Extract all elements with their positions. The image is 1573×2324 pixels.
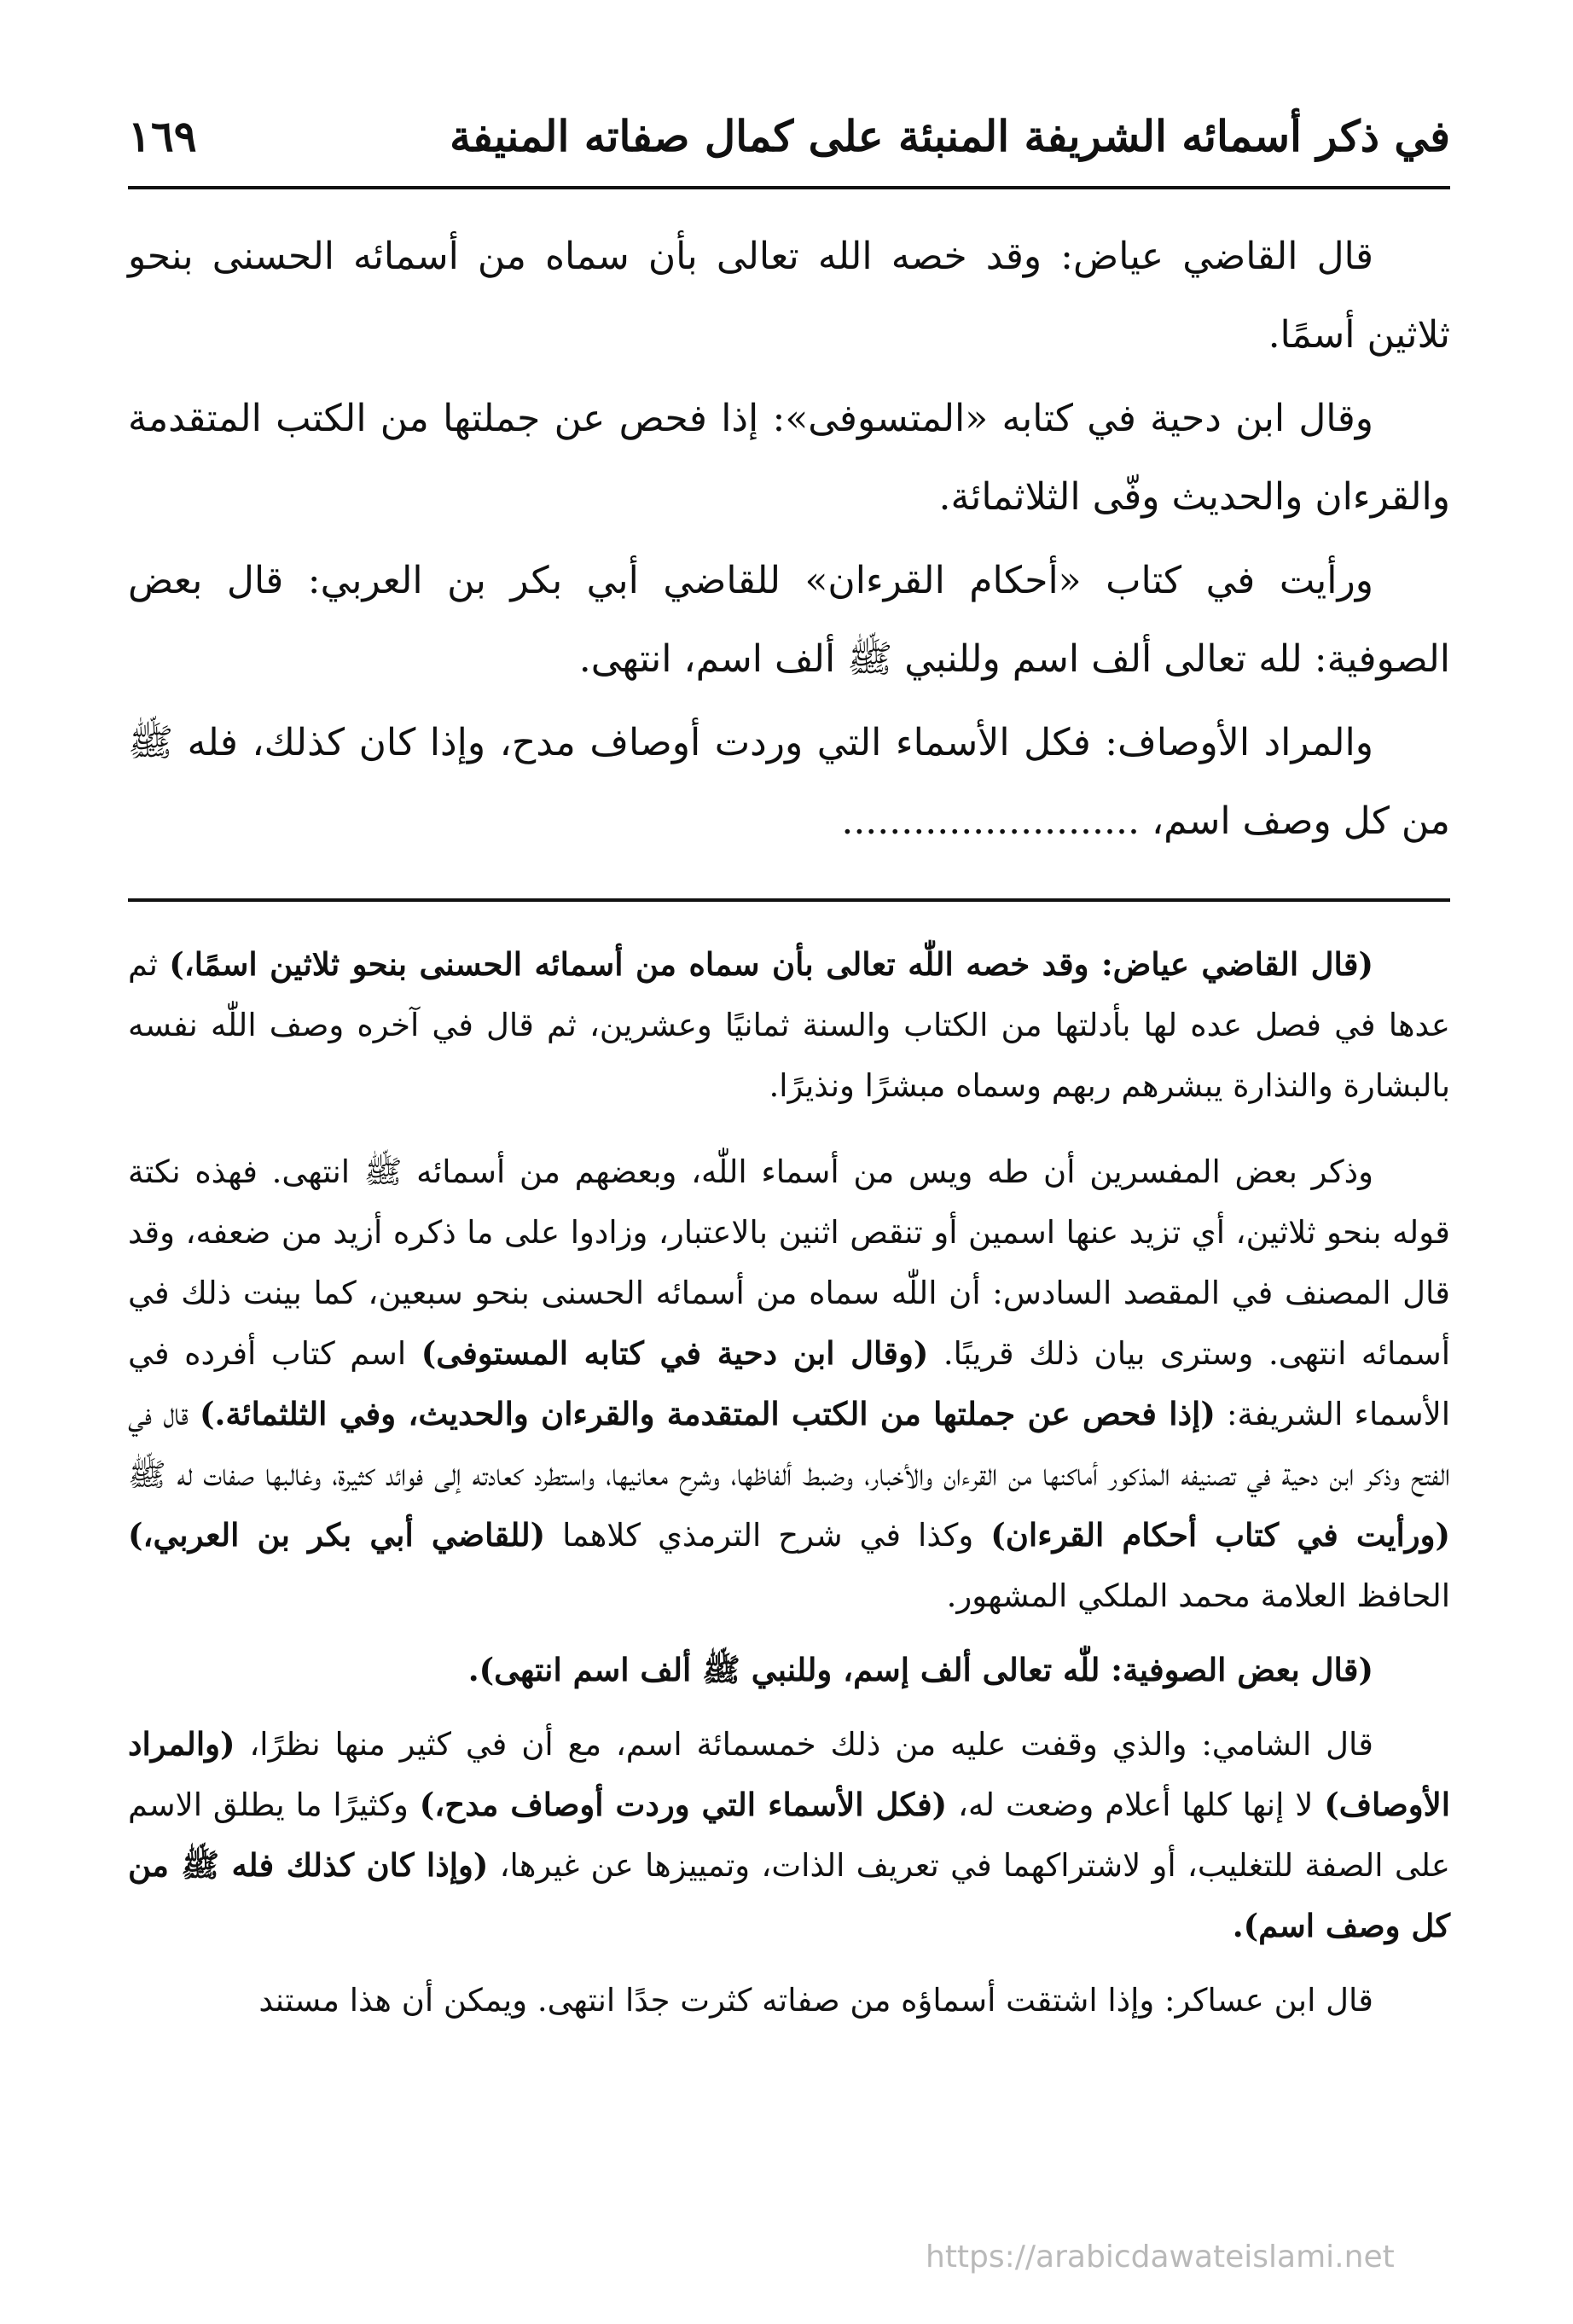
running-title: في ذكر أسمائه الشريفة المنبئة على كمال صفاته المنيفة — [450, 111, 1450, 161]
page-header — [128, 102, 1450, 171]
watermark-url: https://arabicdawateislami.net — [926, 2240, 1395, 2275]
commentary-divider — [128, 898, 1450, 902]
commentary-text-run: اسم كتاب أفرده في الأسماء الشريفة: — [128, 1335, 1451, 1432]
commentary-paragraph — [128, 1640, 1450, 1700]
commentary-paragraph — [128, 1714, 1450, 1956]
main-paragraph: وقال ابن دحية في كتابه «المتسوفى»: إذا فحص عن جملتها من الكتب المتقدمة والقرءان والحديث وفّى الثلاثمائة. — [128, 397, 1450, 519]
main-text — [128, 218, 1450, 861]
quoted-main-text: (قال القاضي عياض: وقد خصه اللّٰه تعالى بأن سماه من أسمائه الحسنى بنحو ثلاثين اسمًا،) — [169, 945, 1373, 983]
commentary-paragraph — [128, 1970, 1450, 2031]
quoted-main-text: (والمراد الأوصاف) — [128, 1725, 1450, 1823]
page-number: ١٦٩ — [128, 111, 197, 161]
commentary-text-run: لا إنها كلها أعلام وضعت له، — [947, 1787, 1325, 1823]
header-divider — [128, 186, 1450, 189]
commentary-text-run: قال في الفتح وذكر ابن دحية في تصنيفه المذكور أماكنها من القرءان والأخبار، وضبط ألفاظها، وشرح معانيها، واستطرد كعادته إلى فوائد كثيرة، وغالبها صفات له ﷺ — [128, 1396, 1450, 1493]
commentary-text-run: وذكر بعض المفسرين أن طه ويس من أسماء اللّٰه، وبعضهم من أسمائه ﷺ انتهى. فهذه نكتة قوله بنحو ثلاثين، أي تزيد عنها اسمين أو تنقص اثنين بالاعتبار، وزادوا على ما ذكره أزيد من ضعفه، وقد قال المصنف في المقصد السادس: أن اللّٰه سماه من أسمائه الحسنى بنحو سبعين، كما بينت ذلك في أسمائه انتهى. وسترى بيان ذلك قريبًا. — [128, 1153, 1450, 1372]
commentary-text-run: وكثيرًا ما يطلق الاسم على الصفة للتغليب، أو لاشتراكهما في تعريف الذات، وتمييزها عن غيرها، — [128, 1787, 1450, 1884]
main-paragraph: ورأيت في كتاب «أحكام القرءان» للقاضي أبي بكر بن العربي: قال بعض الصوفية: لله تعالى ألف اسم وللنبي ﷺ ألف اسم، انتهى. — [128, 559, 1450, 681]
commentary-paragraph — [128, 1142, 1450, 1626]
quoted-main-text: (إذا فحص عن جملتها من الكتب المتقدمة والقرءان والحديث، وفي الثلثمائة.) — [200, 1395, 1216, 1432]
commentary-text-run: قال ابن عساكر: وإذا اشتقت أسماؤه من صفاته كثرت جدًا انتهى. ويمكن أن هذا مستند — [258, 1982, 1373, 2019]
quoted-main-text: (قال بعض الصوفية: للّٰه تعالى ألف إسم، وللنبي ﷺ ألف اسم انتهى). — [467, 1651, 1373, 1688]
commentary-text-run: وكذا في شرح الترمذي كلاهما — [545, 1517, 991, 1554]
commentary-text-run: ثم عدها في فصل عده لها بأدلتها من الكتاب والسنة ثمانيًا وعشرين، ثم قال في آخره وصف اللّٰه نفسه بالبشارة والنذارة يبشرهم ربهم وسماه مبشرًا ونذيرًا. — [128, 946, 1450, 1104]
quoted-main-text: (ورأيت في كتاب أحكام القرءان) — [990, 1516, 1451, 1554]
commentary-text-run: الحافظ العلامة محمد الملكي المشهور. — [946, 1577, 1450, 1614]
main-paragraph: والمراد الأوصاف: فكل الأسماء التي وردت أوصاف مدح، وإذا كان كذلك، فله ﷺ من كل وصف اسم، ......................... — [128, 721, 1450, 843]
main-paragraph: قال القاضي عياض: وقد خصه الله تعالى بأن سماه من أسمائه الحسنى بنحو ثلاثين أسمًا. — [128, 235, 1450, 357]
quoted-main-text: (وقال ابن دحية في كتابه المستوفى) — [421, 1334, 929, 1372]
quoted-main-text: (وإذا كان كذلك فله ﷺ من كل وصف اسم). — [128, 1846, 1450, 1944]
commentary-text-run: قال الشامي: والذي وقفت عليه من ذلك خمسمائة اسم، مع أن في كثير منها نظرًا، — [235, 1726, 1373, 1763]
commentary-text — [128, 934, 1450, 2031]
quoted-main-text: (للقاضي أبي بكر بن العربي،) — [128, 1516, 546, 1554]
quoted-main-text: (فكل الأسماء التي وردت أوصاف مدح،) — [419, 1786, 948, 1823]
commentary-paragraph — [128, 934, 1450, 1116]
